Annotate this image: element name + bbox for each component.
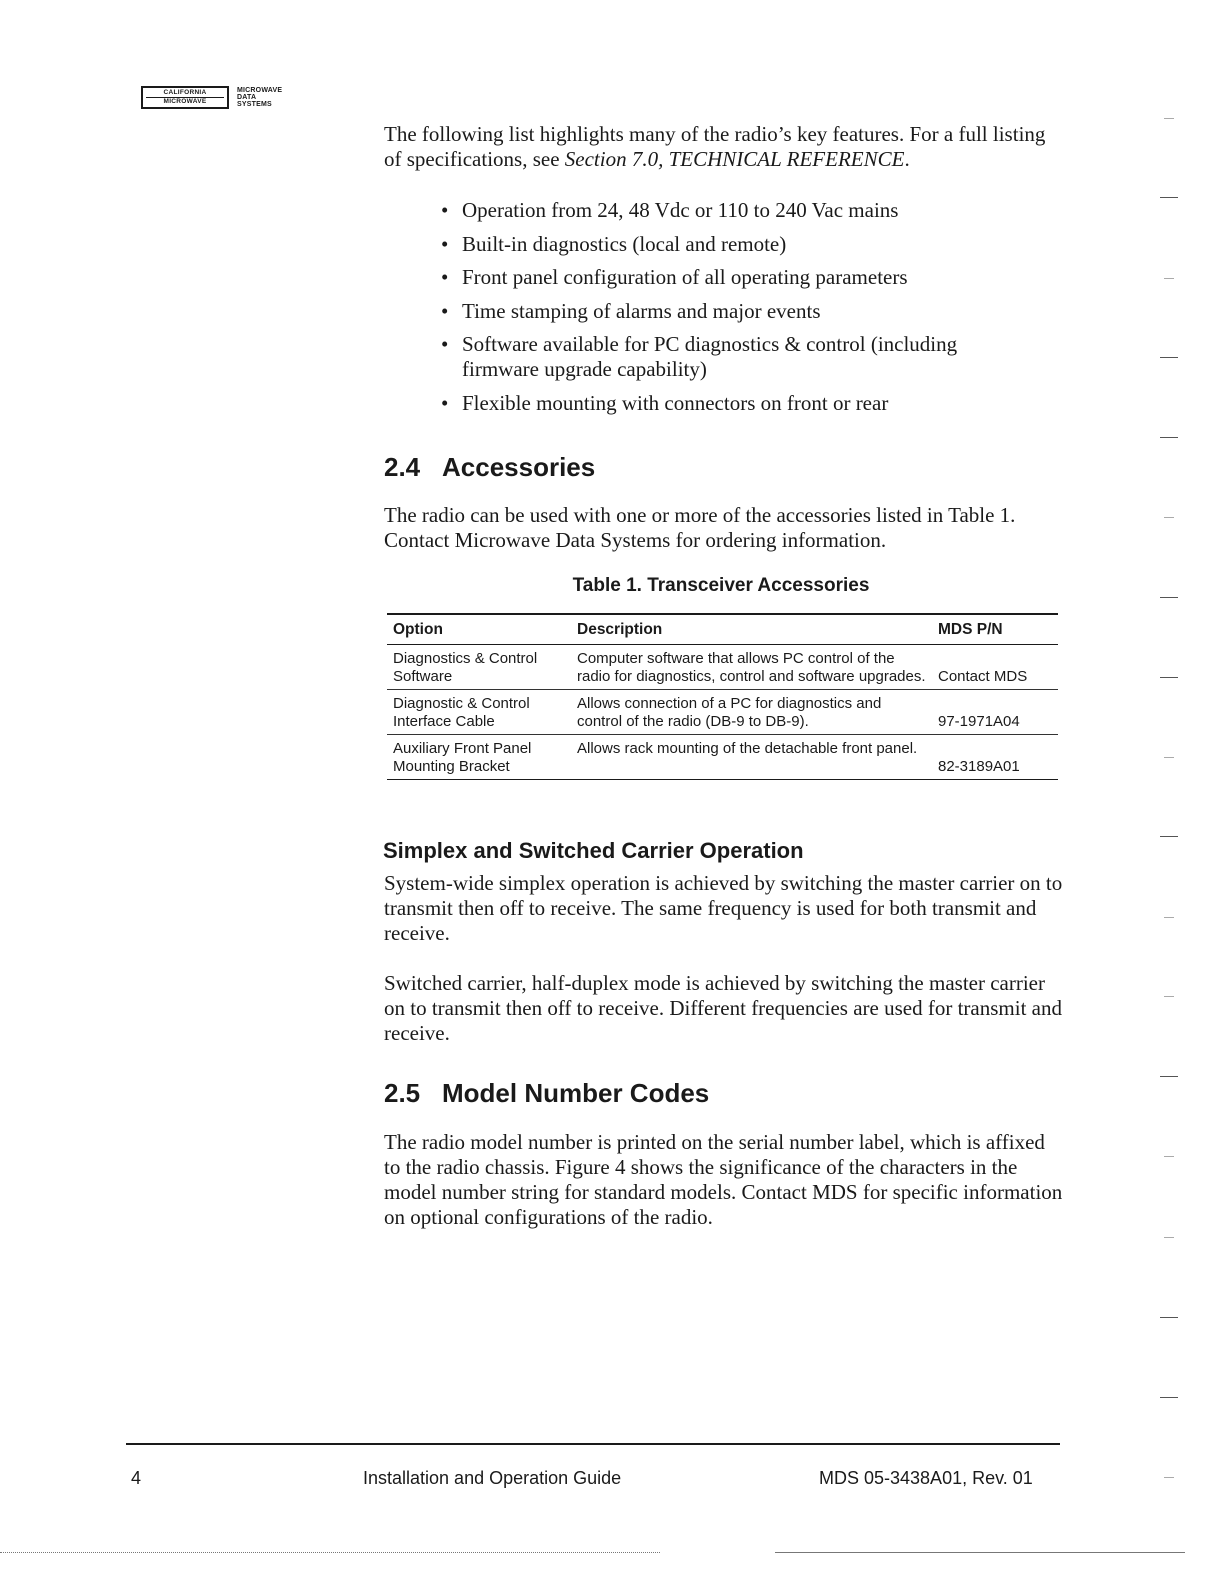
scan-mark — [1160, 597, 1178, 598]
accessories-table — [387, 613, 1058, 780]
footer-document-id: MDS 05-3438A01, Rev. 01 — [819, 1468, 1033, 1488]
table-cell-option: Diagnostics & Control Software — [387, 645, 571, 690]
scan-mark — [1160, 1397, 1178, 1398]
logo-words — [237, 87, 282, 108]
feature-item: • Software available for PC diagnostics & control (including firmware upgrade capability) — [438, 332, 1038, 382]
feature-item: • Operation from 24, 48 Vdc or 110 to 240 Vac mains — [438, 198, 1038, 223]
section-reference: Section 7.0, TECHNICAL REFERENCE — [564, 147, 905, 171]
section-heading-2-4 — [384, 452, 595, 482]
section-heading-2-5 — [384, 1078, 709, 1108]
logo-word-1: MICROWAVE — [237, 87, 283, 94]
scan-mark — [1160, 197, 1178, 198]
table-cell-description: Allows connection of a PC for diagnostics and control of the radio (DB-9 to DB-9). — [571, 690, 932, 735]
scan-mark — [1164, 278, 1174, 279]
logo-box-line2: MICROWAVE — [146, 97, 224, 106]
footer-guide-title: Installation and Operation Guide — [363, 1468, 622, 1488]
logo-word-2: DATA — [237, 94, 257, 101]
logo-word-3: SYSTEMS — [237, 101, 272, 108]
column-header-part-number: MDS P/N — [932, 614, 1058, 645]
feature-list — [438, 198, 1038, 425]
scan-edge — [775, 1552, 1185, 1553]
scan-mark — [1164, 1156, 1174, 1157]
table-cell-description: Allows rack mounting of the detachable front panel. — [571, 735, 932, 780]
scan-mark — [1160, 1076, 1178, 1077]
section-title: Accessories — [442, 452, 596, 482]
scan-mark — [1164, 517, 1174, 518]
table-row — [387, 645, 1058, 690]
table-cell-part-number: Contact MDS — [932, 645, 1058, 690]
feature-item: • Built-in diagnostics (local and remote) — [438, 232, 1038, 257]
scan-mark — [1160, 836, 1178, 837]
scan-mark — [1160, 357, 1178, 358]
feature-item: • Front panel configuration of all operating parameters — [438, 265, 1038, 290]
scan-mark — [1164, 1477, 1174, 1478]
table-cell-part-number: 97-1971A04 — [932, 690, 1058, 735]
table-row — [387, 735, 1058, 780]
model-number-paragraph: The radio model number is printed on the serial number label, which is affixed to the radio chassis. Figure 4 shows the significance of the characters in the model number string for standard models. Contact MDS for specific information on optional configurations of the radio. — [384, 1130, 1063, 1229]
column-header-option: Option — [387, 614, 571, 645]
table-cell-option: Diagnostic & Control Interface Cable — [387, 690, 571, 735]
scan-mark — [1160, 677, 1178, 678]
table-header-row — [387, 614, 1058, 645]
logo-box-line1: CALIFORNIA — [163, 89, 207, 96]
section-number: 2.5 — [384, 1078, 421, 1108]
intro-text: The following list highlights many of the radio’s key features. For a full listing of specifications, see — [384, 122, 1046, 171]
table-cell-part-number: 82-3189A01 — [932, 735, 1058, 780]
footer-page-number: 4 — [131, 1468, 142, 1488]
scan-mark — [1160, 1317, 1178, 1318]
company-logo — [141, 86, 282, 109]
table-cell-option: Auxiliary Front Panel Mounting Bracket — [387, 735, 571, 780]
simplex-paragraph-1: System-wide simplex operation is achieved by switching the master carrier on to transmit then off to receive. The same frequency is used for both transmit and receive. — [384, 871, 1063, 945]
intro-paragraph — [384, 122, 1064, 172]
scan-mark — [1164, 118, 1174, 119]
feature-item: • Time stamping of alarms and major events — [438, 299, 1038, 324]
footer-rule — [126, 1443, 1060, 1445]
subsection-heading-simplex: Simplex and Switched Carrier Operation — [383, 838, 804, 863]
simplex-paragraph-2: Switched carrier, half-duplex mode is achieved by switching the master carrier on to transmit then off to receive. Different frequencies are used for transmit and receive. — [384, 971, 1062, 1045]
feature-item: • Flexible mounting with connectors on front or rear — [438, 391, 1038, 416]
scan-mark — [1164, 757, 1174, 758]
accessories-paragraph: The radio can be used with one or more of the accessories listed in Table 1. Contact Microwave Data Systems for ordering information. — [384, 503, 1016, 552]
scan-mark — [1164, 996, 1174, 997]
column-header-description: Description — [571, 614, 932, 645]
scan-edge — [0, 1552, 660, 1553]
section-number: 2.4 — [384, 452, 421, 482]
table-row — [387, 690, 1058, 735]
scan-mark — [1164, 917, 1174, 918]
scan-mark — [1164, 1237, 1174, 1238]
scan-mark — [1160, 437, 1178, 438]
table-caption: Table 1. Transceiver Accessories — [572, 575, 870, 596]
logo-box — [141, 86, 229, 109]
table-cell-description: Computer software that allows PC control of the radio for diagnostics, control and software upgrades. — [571, 645, 932, 690]
section-title: Model Number Codes — [442, 1078, 710, 1108]
intro-text-end: . — [904, 147, 910, 171]
